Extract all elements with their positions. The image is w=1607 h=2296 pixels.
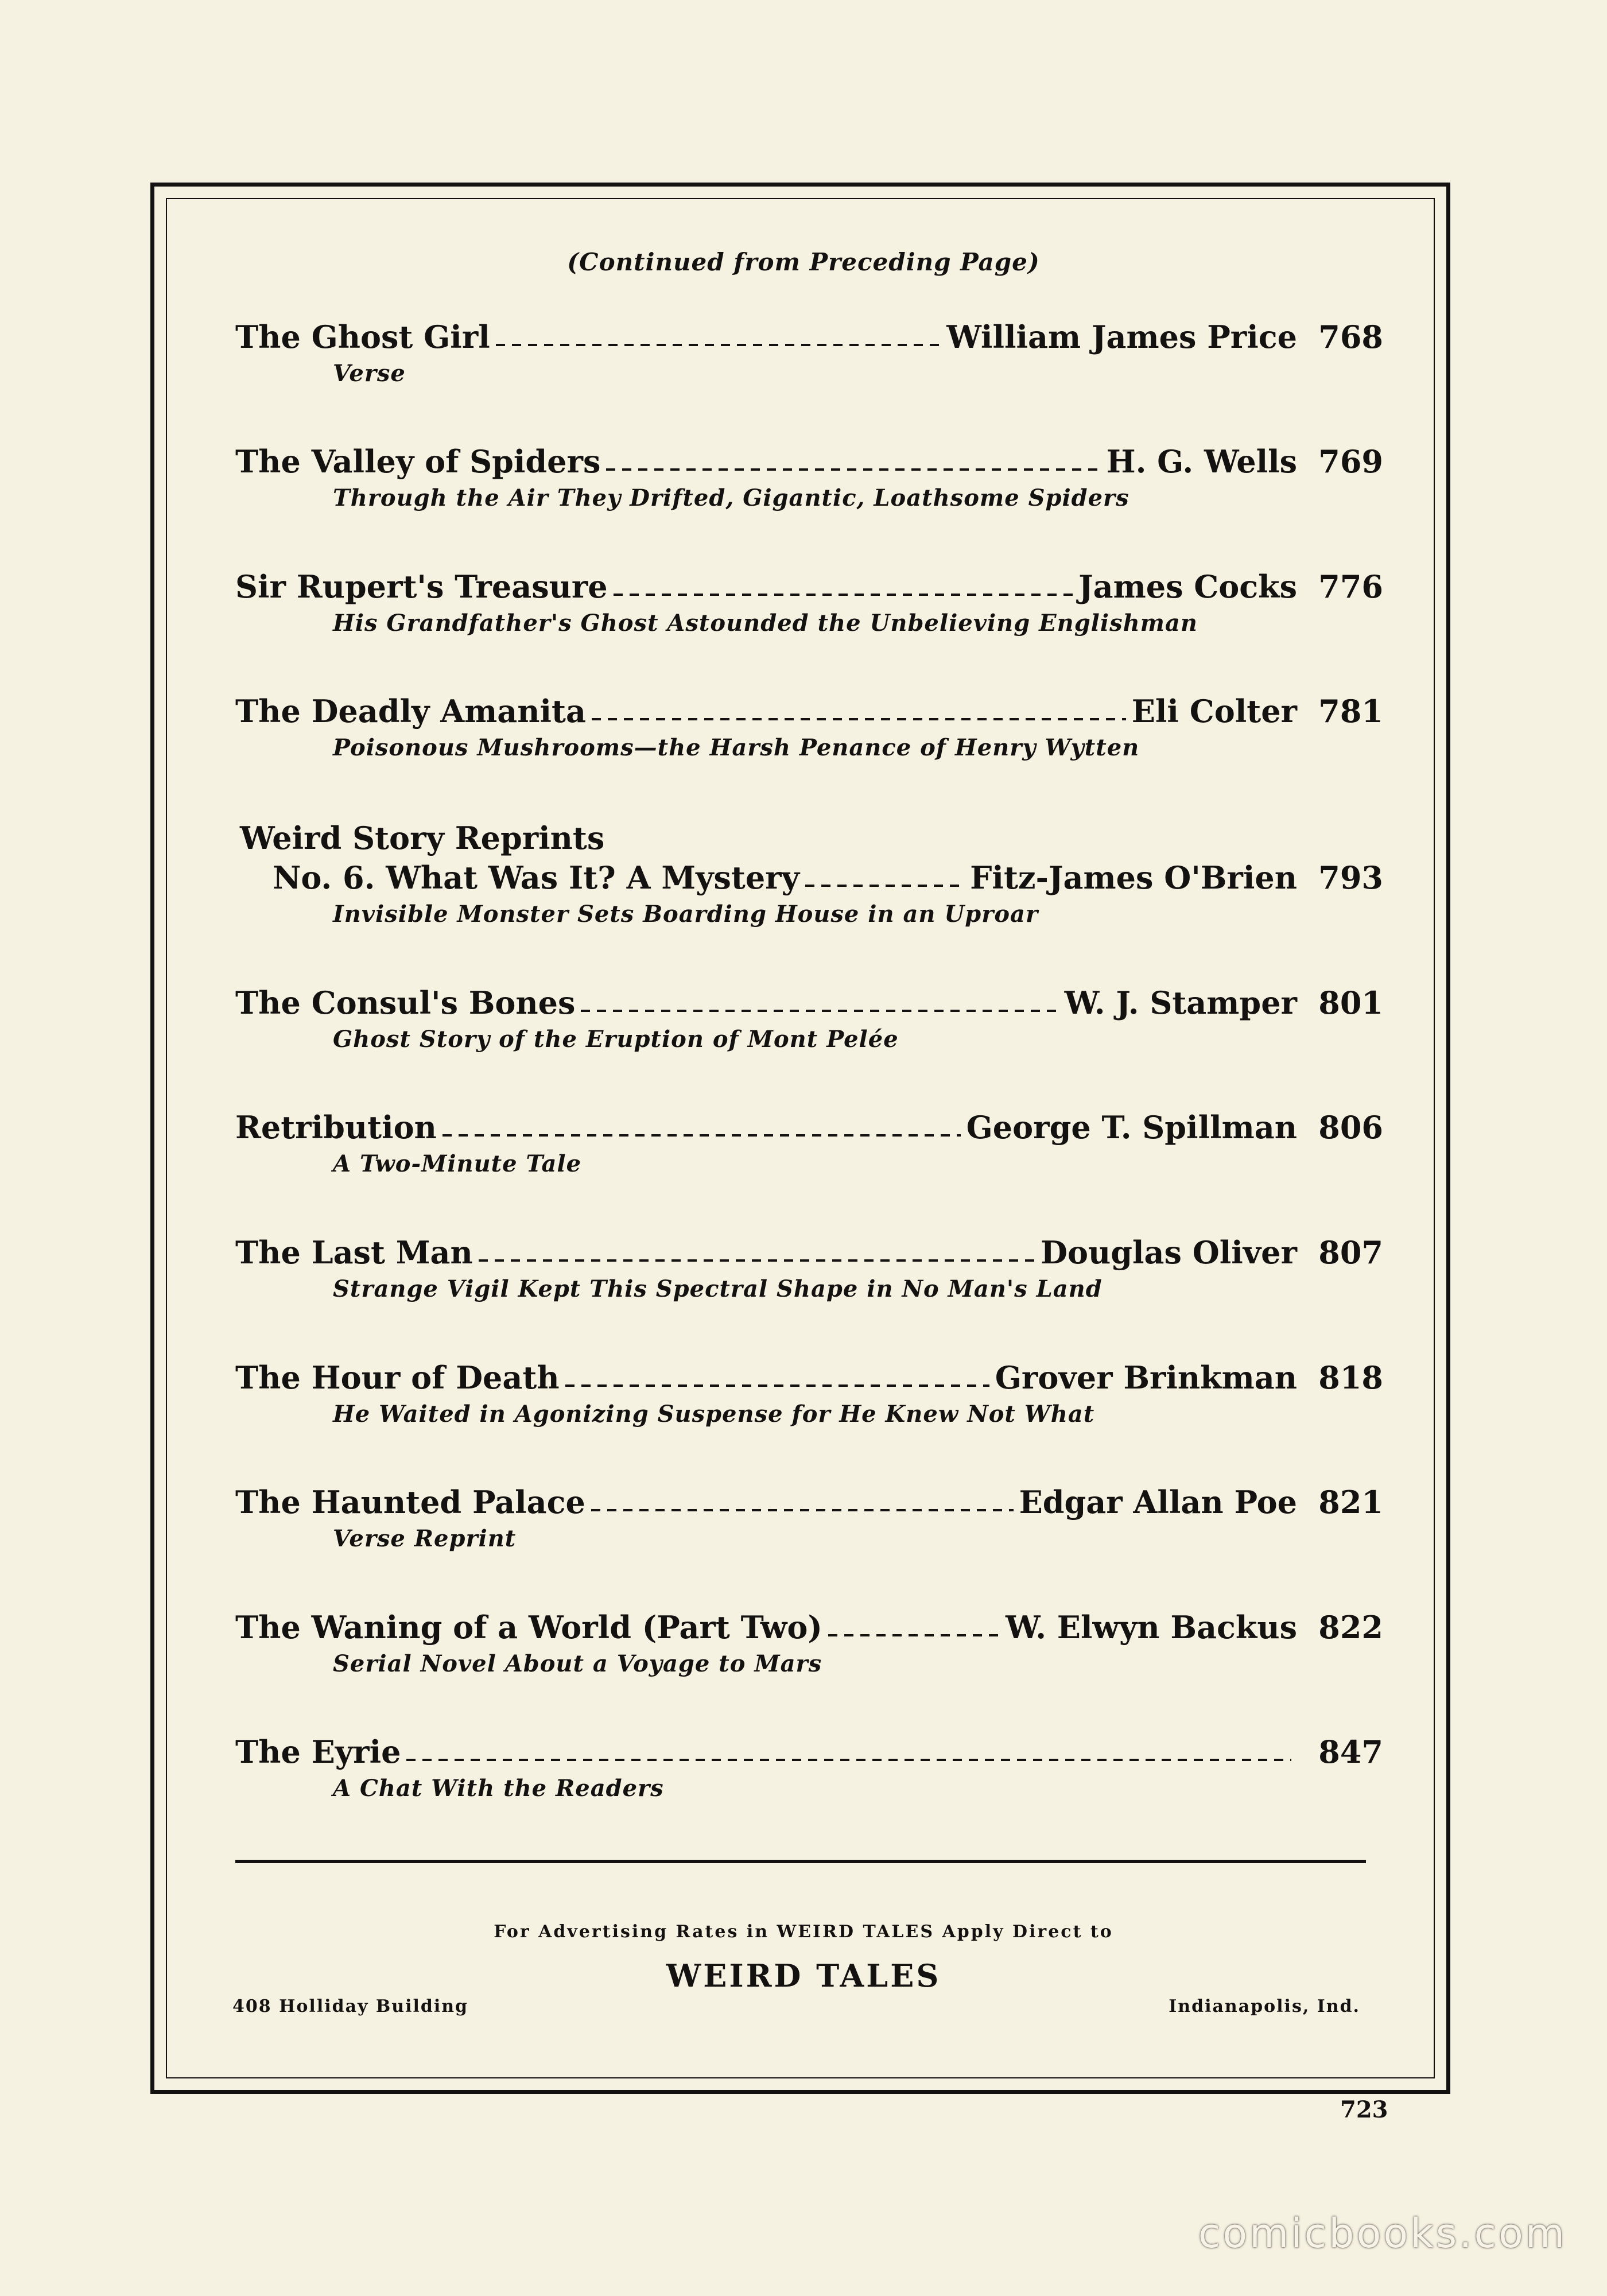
address-city: Indianapolis, Ind. — [1169, 1996, 1360, 2016]
entry-title: The Waning of a World (Part Two) — [235, 1609, 822, 1646]
dot-leader — [606, 468, 1100, 471]
entry-subtitle: A Chat With the Readers — [333, 1775, 664, 1802]
dot-leader — [805, 885, 964, 887]
dot-leader — [442, 1134, 961, 1137]
toc-entry[interactable] — [235, 1359, 1383, 1428]
dot-leader — [581, 1010, 1058, 1012]
entry-title: The Hour of Death — [235, 1359, 560, 1396]
entry-page: 818 — [1318, 1359, 1383, 1396]
entry-page: 822 — [1318, 1609, 1383, 1646]
entry-author: Edgar Allan Poe — [1019, 1484, 1297, 1521]
continued-note: (Continued from Preceding Page) — [567, 248, 1040, 276]
entry-page: 807 — [1318, 1234, 1383, 1271]
entry-title: The Ghost Girl — [235, 319, 490, 355]
entry-subtitle: Invisible Monster Sets Boarding House in an Uproar — [333, 901, 1039, 928]
dot-leader — [479, 1259, 1035, 1262]
entry-title: The Consul's Bones — [235, 984, 576, 1021]
entry-author: Douglas Oliver — [1041, 1234, 1297, 1271]
address-street: 408 Holliday Building — [232, 1996, 469, 2016]
toc-entry[interactable] — [235, 1609, 1383, 1677]
entry-author: Grover Brinkman — [995, 1359, 1297, 1396]
advertising-note: For Advertising Rates in WEIRD TALES Apply Direct to — [494, 1922, 1113, 1942]
dot-leader — [592, 718, 1126, 720]
toc-entry[interactable] — [235, 568, 1383, 637]
entry-author: William James Price — [946, 319, 1297, 355]
entry-title: No. 6. What Was It? A Mystery — [273, 859, 799, 896]
entry-author: George T. Spillman — [966, 1109, 1297, 1146]
entry-title: The Eyrie — [235, 1733, 401, 1770]
entry-title: Retribution — [235, 1109, 437, 1146]
entry-author: H. G. Wells — [1106, 443, 1297, 480]
dot-leader — [406, 1759, 1291, 1761]
entry-page: 847 — [1318, 1733, 1383, 1770]
entry-author: W. Elwyn Backus — [1005, 1609, 1297, 1646]
entry-page: 768 — [1318, 319, 1383, 355]
divider-rule — [235, 1860, 1366, 1863]
entry-subtitle: Ghost Story of the Eruption of Mont Pelée — [333, 1026, 899, 1053]
dot-leader — [828, 1634, 1000, 1636]
toc-entry[interactable] — [235, 443, 1383, 511]
entry-title: The Last Man — [235, 1234, 473, 1271]
entry-author: W. J. Stamper — [1064, 984, 1297, 1021]
entry-page: 769 — [1318, 443, 1383, 480]
entry-subtitle: Verse — [333, 360, 406, 387]
entry-title: The Valley of Spiders — [235, 443, 601, 480]
entry-page: 806 — [1318, 1109, 1383, 1146]
toc-entry[interactable] — [235, 1484, 1383, 1552]
entry-title: The Haunted Palace — [235, 1484, 585, 1521]
entry-title: The Deadly Amanita — [235, 693, 586, 730]
entry-page: 801 — [1318, 984, 1383, 1021]
entry-author: James Cocks — [1078, 568, 1297, 605]
entry-subtitle: His Grandfather's Ghost Astounded the Unbelieving Englishman — [333, 610, 1198, 637]
entry-subtitle: Serial Novel About a Voyage to Mars — [333, 1650, 822, 1677]
entry-subtitle: He Waited in Agonizing Suspense for He Knew Not What — [333, 1401, 1095, 1428]
toc-entry[interactable] — [235, 1733, 1383, 1802]
entry-page: 781 — [1318, 693, 1383, 730]
toc-entry[interactable] — [235, 859, 1383, 928]
watermark: comicbooks.com — [1198, 2210, 1567, 2257]
entry-subtitle: Poisonous Mushrooms—the Harsh Penance of Henry Wytten — [333, 734, 1140, 761]
page-number: 723 — [1340, 2096, 1388, 2123]
dot-leader — [591, 1509, 1014, 1511]
entry-subtitle: Strange Vigil Kept This Spectral Shape in No Man's Land — [333, 1275, 1103, 1302]
dot-leader — [496, 344, 941, 346]
entry-author: Eli Colter — [1131, 693, 1297, 730]
entry-title: Sir Rupert's Treasure — [235, 568, 608, 605]
entry-author: Fitz-James O'Brien — [970, 859, 1297, 896]
section-heading: Weird Story Reprints — [240, 820, 605, 856]
toc-entry[interactable] — [235, 319, 1383, 387]
toc-entry[interactable] — [235, 693, 1383, 761]
dot-leader — [614, 594, 1073, 596]
toc-entry[interactable] — [235, 1109, 1383, 1177]
entry-page: 793 — [1318, 859, 1383, 896]
entry-subtitle: Through the Air They Drifted, Gigantic, Loathsome Spiders — [333, 484, 1129, 511]
entry-subtitle: A Two-Minute Tale — [333, 1150, 582, 1177]
toc-entry[interactable] — [235, 984, 1383, 1053]
entry-page: 821 — [1318, 1484, 1383, 1521]
publisher-name: WEIRD TALES — [666, 1957, 941, 1994]
entry-page: 776 — [1318, 568, 1383, 605]
dot-leader — [565, 1384, 989, 1387]
toc-entry[interactable] — [235, 1234, 1383, 1302]
entry-subtitle: Verse Reprint — [333, 1525, 517, 1552]
